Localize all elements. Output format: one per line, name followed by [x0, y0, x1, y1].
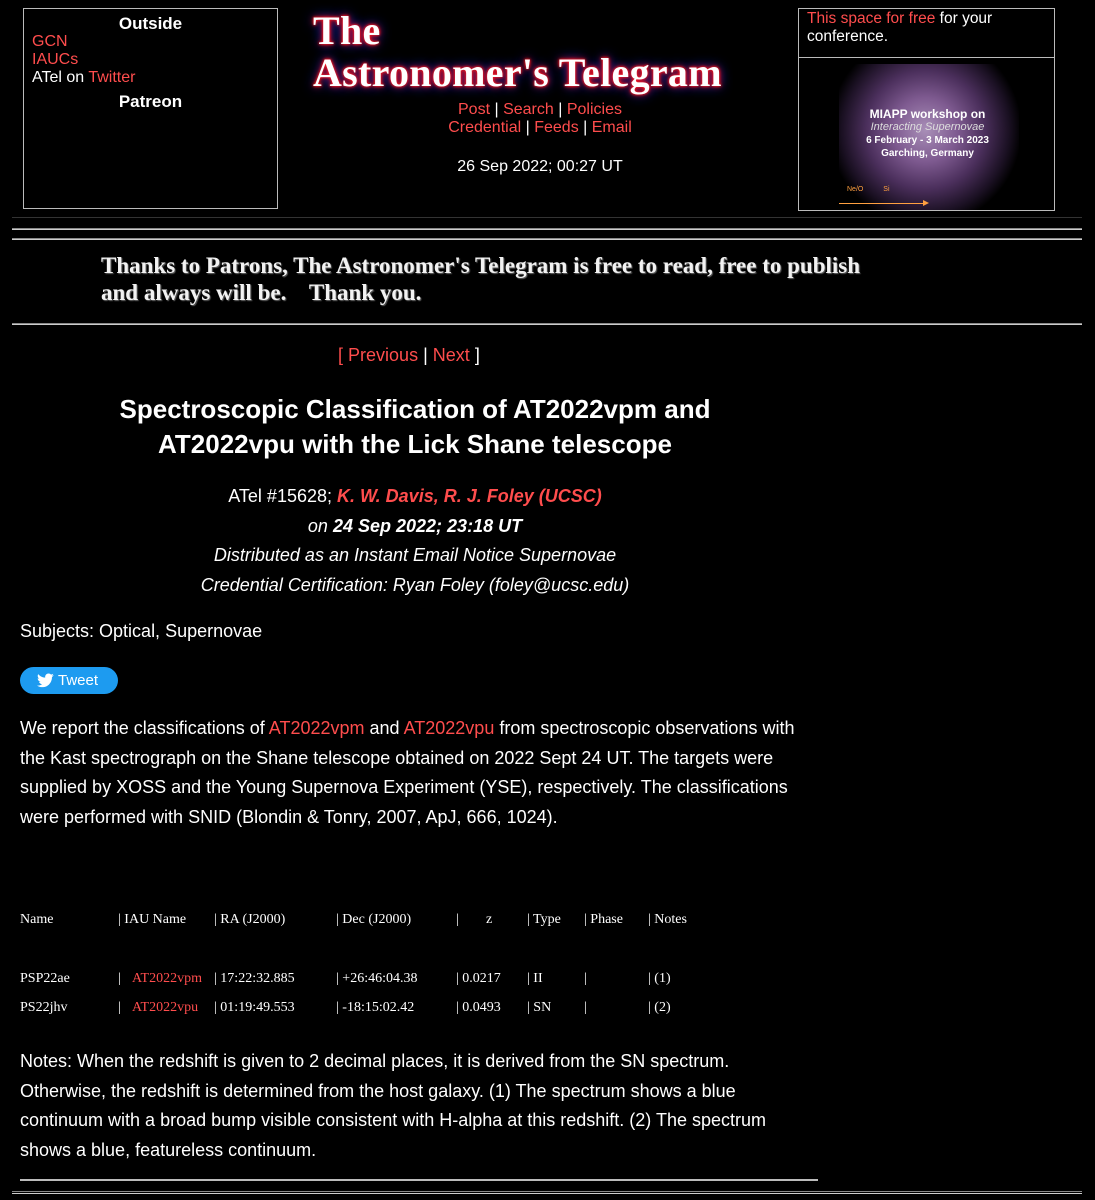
para-pre: We report the classifications of	[20, 718, 265, 738]
ad-free-space-link[interactable]: This space for free	[807, 10, 936, 27]
para-post: from spectroscopic observations with the Kast spectrograph on the Shane telescope obtained on 2022 Sept 24 UT. The targets were supplied by XOSS and the Young Supernova Experiment (YSE), respectively. The classifications were performed with SNID (Blondin & Tonry, 2007, ApJ, 666, 1024).	[20, 718, 795, 827]
twitter-link[interactable]: Twitter	[88, 69, 136, 86]
nav-post[interactable]: Post	[458, 101, 491, 118]
nav-sep: |	[494, 101, 499, 118]
ad-line-4: Garching, Germany	[881, 148, 974, 159]
classification-table	[20, 912, 810, 1020]
ad-free-space-text: for your conference.	[807, 10, 993, 45]
title-line-1: Spectroscopic Classification of AT2022vpm and	[119, 394, 711, 424]
ad-free-space	[798, 8, 1055, 58]
cell-name: PS22jhv	[20, 1000, 68, 1015]
prevnext-sep: |	[423, 345, 428, 365]
cell-notes: | (2)	[648, 1000, 671, 1015]
next-link[interactable]: Next	[432, 345, 470, 365]
col-notes: | Notes	[648, 912, 687, 927]
cell-phase: |	[584, 971, 587, 986]
post-date-value: 24 Sep 2022; 23:18 UT	[332, 515, 523, 536]
cell-name: PSP22ae	[20, 971, 70, 986]
cell-z: | 0.0217	[456, 971, 501, 986]
article-body	[20, 714, 810, 832]
nav-policies[interactable]: Policies	[566, 101, 622, 118]
at2022vpm-link[interactable]: AT2022vpm	[268, 718, 365, 738]
cell-z: | 0.0493	[456, 1000, 501, 1015]
patreon-link[interactable]: Patreon	[118, 92, 183, 111]
notes-paragraph: Notes: When the redshift is given to 2 decimal places, it is derived from the SN spectrum. Otherwise, the redshift is determined from the host galaxy. (1) The spectrum shows a blue continuum with a broad bump visible consistent with H-alpha at this redshift. (2) The spectrum shows a blue, featureless continuum.	[20, 1051, 767, 1160]
ad-line-3: 6 February - 3 March 2023	[866, 135, 989, 146]
col-phase: | Phase	[584, 912, 623, 927]
post-date-on: on	[307, 515, 328, 536]
cell-phase: |	[584, 1000, 587, 1015]
outside-box	[23, 8, 278, 209]
table-header	[20, 912, 810, 932]
post-date	[20, 512, 810, 542]
ad-label-si: Si	[883, 186, 890, 193]
cell-ra: | 17:22:32.885	[214, 971, 295, 986]
header-date: 26 Sep 2022; 00:27 UT	[457, 158, 623, 175]
divider	[20, 1179, 818, 1181]
nav-search[interactable]: Search	[503, 101, 554, 118]
cell-iau-link[interactable]: AT2022vpu	[132, 1000, 199, 1015]
page-title	[20, 392, 810, 462]
twitter-bird-icon	[37, 673, 54, 688]
ad-line-2: Interacting Supernovae	[870, 121, 985, 133]
banner-line-1: Thanks to Patrons, The Astronomer's Telegram is free to read, free to publish	[101, 253, 861, 278]
cell-dec: | -18:15:02.42	[336, 1000, 415, 1015]
nav-feeds[interactable]: Feeds	[534, 119, 579, 136]
subjects: Subjects: Optical, Supernovae	[20, 621, 263, 641]
cell-iau-link[interactable]: AT2022vpm	[132, 971, 202, 986]
divider	[12, 323, 1082, 325]
col-dec: | Dec (J2000)	[336, 912, 412, 927]
table-row	[20, 1000, 810, 1020]
ad-label-neo: Ne/O	[847, 186, 864, 193]
col-name: Name	[20, 912, 54, 927]
prev-next-nav	[338, 345, 480, 366]
site-logo[interactable]	[313, 10, 793, 94]
cell-type: | II	[527, 971, 543, 986]
tweet-label: Tweet	[58, 672, 99, 689]
ad-text	[799, 108, 1055, 160]
authors-link[interactable]: K. W. Davis, R. J. Foley (UCSC)	[337, 486, 602, 506]
cell-dec: | +26:46:04.38	[336, 971, 418, 986]
gcn-link[interactable]: GCN	[32, 33, 68, 50]
main-nav	[380, 101, 700, 137]
cell-ra: | 01:19:49.553	[214, 1000, 295, 1015]
tweet-button[interactable]	[20, 667, 118, 694]
logo-line-1: The	[313, 8, 381, 53]
nav-credential[interactable]: Credential	[448, 119, 522, 136]
distribution-note: Distributed as an Instant Email Notice Supernovae	[213, 545, 617, 565]
atel-on-label: ATel on	[32, 69, 85, 86]
divider	[12, 238, 1082, 240]
table-row	[20, 971, 810, 991]
cell-type: | SN	[527, 1000, 552, 1015]
col-type: | Type	[527, 912, 561, 927]
col-z: z	[486, 912, 493, 927]
cell-bar: |	[118, 971, 121, 986]
logo-line-2: Astronomer's Telegram	[313, 50, 722, 95]
cell-notes: | (1)	[648, 971, 671, 986]
iaucs-link[interactable]: IAUCs	[32, 51, 79, 68]
para-and: and	[369, 718, 400, 738]
nav-email[interactable]: Email	[591, 119, 632, 136]
col-iau: | IAU Name	[118, 912, 187, 927]
col-ra: | RA (J2000)	[214, 912, 286, 927]
nav-sep: |	[583, 119, 588, 136]
arrow-right-icon	[839, 203, 927, 204]
credential-certification: Credential Certification: Ryan Foley (foley@ucsc.edu)	[200, 574, 630, 595]
atel-number: ATel #15628;	[228, 486, 332, 506]
title-line-2: AT2022vpu with the Lick Shane telescope	[158, 429, 672, 459]
patrons-banner[interactable]	[101, 252, 1061, 306]
bracket-open: [	[338, 345, 344, 365]
previous-link[interactable]: Previous	[348, 345, 419, 365]
header-divider	[12, 217, 1082, 218]
ad-line-1: MIAPP workshop on	[869, 107, 986, 121]
nav-sep: |	[525, 119, 530, 136]
article-meta	[20, 482, 810, 600]
divider	[12, 1191, 1082, 1194]
ad-labels	[847, 186, 908, 193]
nav-sep: |	[558, 101, 563, 118]
cell-bar: |	[118, 1000, 121, 1015]
bracket-close: ]	[474, 345, 480, 365]
outside-heading: Outside	[118, 14, 183, 33]
divider	[12, 228, 1082, 230]
banner-line-2: and always will be. Thank you.	[101, 280, 422, 305]
miapp-ad-banner[interactable]	[798, 57, 1055, 211]
at2022vpu-link[interactable]: AT2022vpu	[403, 718, 495, 738]
atel-on-twitter	[32, 69, 269, 87]
col-bar: |	[456, 912, 459, 927]
